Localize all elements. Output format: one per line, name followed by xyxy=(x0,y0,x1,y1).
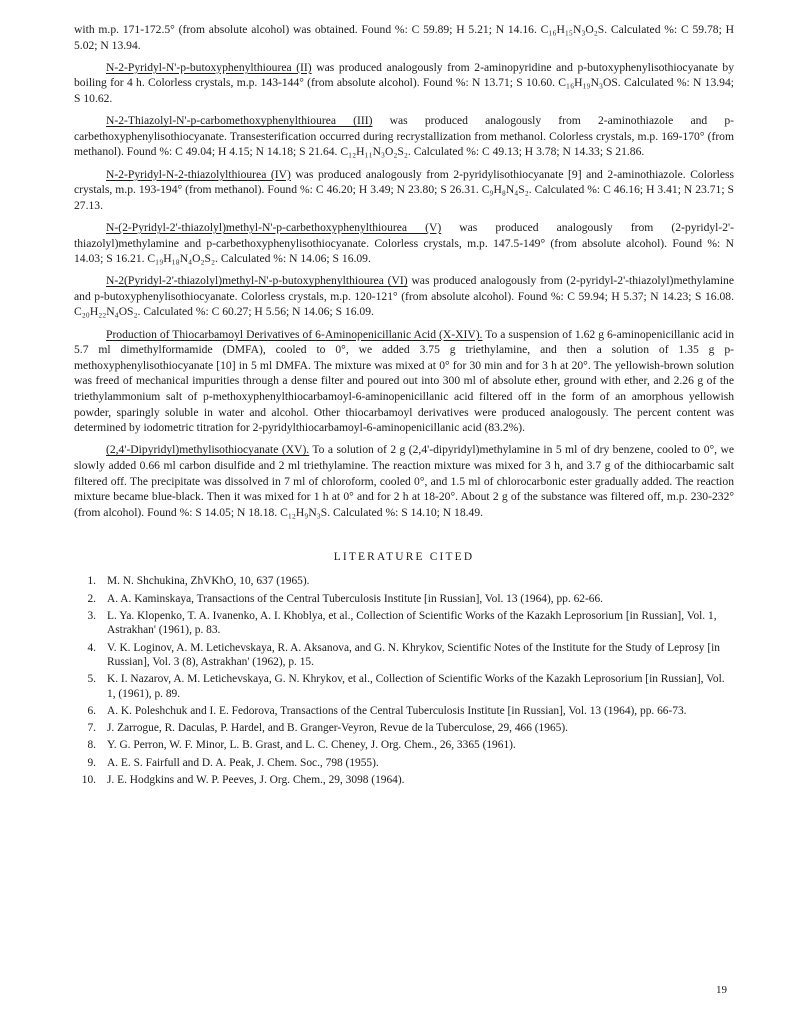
paragraph-continuation xyxy=(74,22,734,53)
compound-heading: N-2(Pyridyl-2'-thiazolyl)methyl-N'-p-butoxyphenylthiourea (VI) xyxy=(106,274,408,288)
reference-text: J. Zarrogue, R. Daculas, P. Hardel, and B. Granger-Veyron, Revue de la Tuberculose, 29, 466 (1965). xyxy=(107,722,568,735)
reference-text: A. K. Poleshchuk and I. E. Fedorova, Transactions of the Central Tuberculosis Institute [in Russian], Vol. 13 (1964), pp. 66-73. xyxy=(107,705,687,718)
compound-heading: N-2-Pyridyl-N'-p-butoxyphenylthiourea (II) xyxy=(106,60,312,74)
paragraph-text: was produced analogously from 2-aminothiazole and p-carbethoxyphenylisothiocyanate. Transesterification occurred during recrystallization from methanol. Colorless crystals, m.p. 169-170° (from methanol). Found %: C 49.04; H 4.15; N 14.18; S 21.64. C₁₂H₁₁N₃O₂S₂. Calculated %: C 49.13; H 3.78; N 14.33; S 21.86. xyxy=(74,114,734,159)
reference-item xyxy=(74,738,734,753)
reference-text: A. A. Kaminskaya, Transactions of the Central Tuberculosis Institute [in Russian], Vol. 13 (1964), pp. 62-66. xyxy=(107,592,603,605)
paragraph-text: with m.p. 171-172.5° (from absolute alcohol) was obtained. Found %: C 59.89; H 5.21; N 14.16. C₁₆H₁₅N₃O₂S. Calculated %: C 59.78; H 5.02; N 13.94. xyxy=(74,23,734,52)
reference-number: 4. xyxy=(87,641,96,654)
reference-number: 7. xyxy=(87,722,96,735)
reference-number: 2. xyxy=(87,592,96,605)
paragraph-text: was produced analogously from 2-aminopyridine and p-butoxyphenylisothiocyanate by boiling for 4 h. Colorless crystals, m.p. 143-144° (from absolute alcohol). Found %: N 13.71; S 10.60. C₁₆H₁₉N₃OS. Calculated %: N 13.94; S 10.62. xyxy=(74,60,735,105)
reference-text: Y. G. Perron, W. F. Minor, L. B. Grast, and L. C. Cheney, J. Org. Chem., 26, 3365 (1961). xyxy=(107,739,516,752)
reference-item xyxy=(74,704,734,719)
compound-heading: (2,4'-Dipyridyl)methylisothiocyanate (XV). xyxy=(106,443,310,457)
reference-item xyxy=(74,773,734,788)
reference-item xyxy=(74,641,734,670)
reference-text: J. E. Hodgkins and W. P. Peeves, J. Org. Chem., 29, 3098 (1964). xyxy=(107,773,405,786)
reference-number: 3. xyxy=(87,609,96,622)
section-heading: Production of Thiocarbamoyl Derivatives of 6-Aminopenicillanic Acid (X-XIV). xyxy=(106,327,483,341)
compound-heading: N-2-Pyridyl-N-2-thiazolylthiourea (IV) xyxy=(106,167,291,181)
reference-item xyxy=(74,721,734,736)
reference-number: 8. xyxy=(87,739,96,752)
paragraph-compound-iii xyxy=(74,113,734,160)
reference-text: K. I. Nazarov, A. M. Letichevskaya, G. N. Khrykov, et al., Collection of Scientific Works of the Kazakh Leprosorium [in Russian], Vol. 1, (1961), p. 89. xyxy=(107,673,725,700)
reference-text: V. K. Loginov, A. M. Letichevskaya, R. A. Aksanova, and G. N. Khrykov, Scientific Notes of the Institute for the Study of Leprosy [in Russian], Vol. 3 (8), Astrakhan' (1962), p. 15. xyxy=(107,641,720,669)
paragraph-text: was produced analogously from 2-pyridylisothiocyanate [9] and 2-aminothiazole. Colorless crystals, m.p. 193-194° (from methanol). Found %: C 46.20; H 3.49; N 23.80; S 26.31. C₉H₈N₄S₂. Calculated %: C 46.16; H 3.41; N 23.71; S 27.13. xyxy=(74,167,734,212)
paragraph-compound-v xyxy=(74,220,734,267)
reference-number: 1. xyxy=(87,575,96,588)
page-body xyxy=(74,22,734,790)
reference-number: 6. xyxy=(87,705,96,718)
paragraph-thiocarbamoyl-derivatives xyxy=(74,327,734,436)
paragraph-compound-vi xyxy=(74,273,734,320)
paragraph-compound-ii xyxy=(74,60,734,107)
reference-text: A. E. S. Fairfull and D. A. Peak, J. Chem. Soc., 798 (1955). xyxy=(107,756,379,769)
reference-item xyxy=(74,672,734,701)
paragraph-text: was produced analogously from (2-pyridyl-2'-thiazolyl)methylamine and p-carbethoxyphenylisothiocyanate. Colorless crystals, m.p. 147.5-149° (from absolute alcohol). Found %: N 14.03; S 16.21. C₁₉H₁₈N₄O₂S₂. Calculated %: N 14.06; S 16.09. xyxy=(74,220,734,266)
paragraph-text: To a suspension of 1.62 g 6-aminopenicillanic acid in 5.7 ml dimethylformamide (DMFA), cooled to 0°, we added 3.75 g triethylamine, and then a solution of 1.35 g p-methoxyphenylisothiocyanate [10] in 5 ml DMFA. The mixture was mixed at 0° for 30 min and for 3 h at 20°. The yellowish-brown solution was freed of mechanical impurities through a dense filter and poured out into 300 ml of absolute ether, ground with ether, and 2.26 g of the triethylammonium salt of p-methoxyphenylthiocarbamoyl-6-aminopenicillanic acid filtered off in the form of an amorphous yellowish powder, sparingly soluble in water and alcohol. Other thiocarbamoyl derivatives were produced analogously. The percent content was determined by iodometric titration for 2-pyridylthiocarbamoyl-6-aminopenicillanic acid (83.2%). xyxy=(74,327,735,435)
compound-heading: N-(2-Pyridyl-2'-thiazolyl)methyl-N'-p-carbethoxyphenylthiourea (V) xyxy=(106,220,442,234)
reference-text: L. Ya. Klopenko, T. A. Ivanenko, A. I. Khoblya, et al., Collection of Scientific Works of the Kazakh Leprosorium [in Russian], Vol. 1, Astrakhan' (1961), p. 83. xyxy=(107,609,717,637)
paragraph-text: was produced analogously from (2-pyridyl-2'-thiazolyl)methylamine and p-butoxyphenylisothiocyanate. Colorless crystals, m.p. 120-121° (from absolute alcohol). Found %: C 59.94; H 5.37; N 14.23; S 16.08. C₂₀H₂₂N₄OS₂. Calculated %: C 60.27; H 5.56; N 14.06; S 16.09. xyxy=(74,274,734,319)
reference-number: 10. xyxy=(81,773,96,786)
reference-text: M. N. Shchukina, ZhVKhO, 10, 637 (1965). xyxy=(107,575,310,588)
page-number: 19 xyxy=(716,984,727,996)
paragraph-text: To a solution of 2 g (2,4'-dipyridyl)methylamine in 5 ml of dry benzene, cooled to 0°, we slowly added 0.66 ml carbon disulfide and 2 ml triethylamine. The reaction mixture was mixed for 3 h, and 3.7 g of the dithiocarbamic salt filtered off. The precipitate was dissolved in 7 ml of chloroform, cooled 0°, and 1.5 ml of chlorocarbonic ester gradually added. The reaction mixture became blue-black. Then it was mixed for 1 h at 0° and for 2 h at 18-20°. About 2 g of the substance was filtered off, m.p. 230-232° (from alcohol). Found %: S 14.05; N 18.18. C₁₂H₉N₃S. Calculated %: S 14.10; N 18.49. xyxy=(74,443,734,519)
reference-item xyxy=(74,609,734,638)
reference-item xyxy=(74,574,734,589)
reference-number: 5. xyxy=(87,673,96,686)
reference-item xyxy=(74,592,734,607)
reference-item xyxy=(74,756,734,771)
paragraph-compound-xv xyxy=(74,442,734,520)
compound-heading: N-2-Thiazolyl-N'-p-carbomethoxyphenylthiourea (III) xyxy=(106,114,373,128)
literature-cited-title: LITERATURE CITED xyxy=(333,551,475,564)
paragraph-compound-iv xyxy=(74,167,734,214)
reference-number: 9. xyxy=(87,756,96,769)
reference-list xyxy=(74,574,734,787)
